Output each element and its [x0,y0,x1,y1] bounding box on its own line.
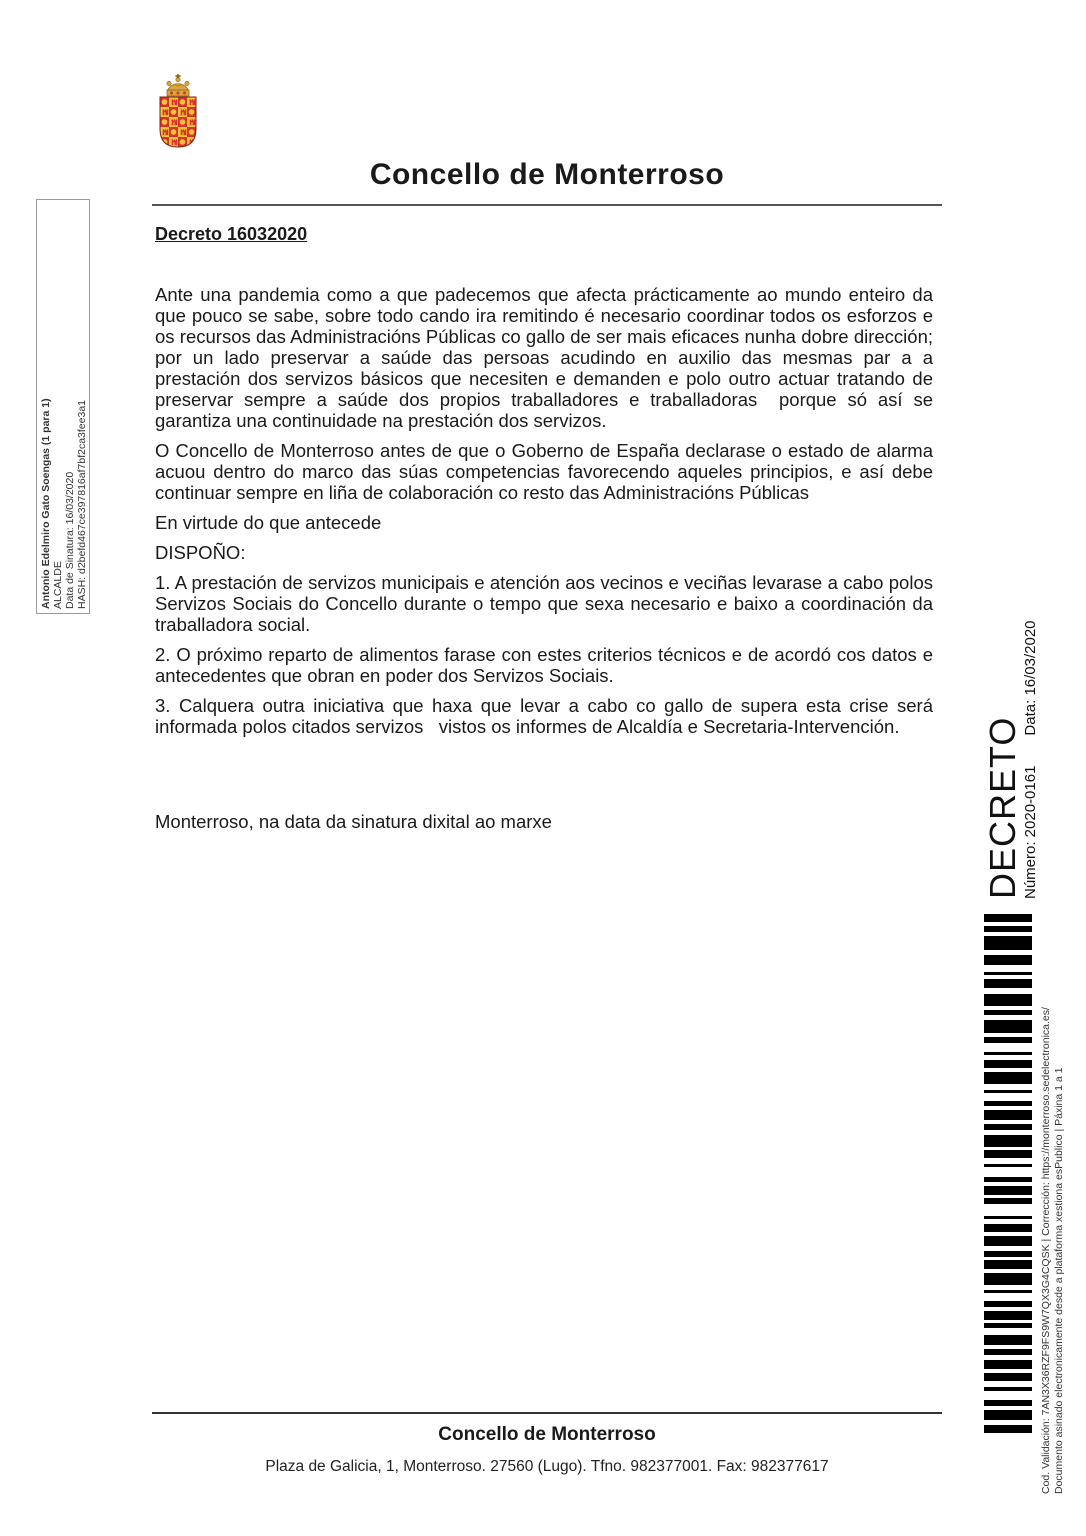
page-title: Concello de Monterroso [369,158,725,191]
paragraph-item-2: 2. O próximo reparto de alimentos farase con estes criterios técnicos e de acordó cos datos e antecedentes que obran en poder dos Servizos Sociais. [155,644,939,686]
validation-code-line: Cod. Validación: 7AN3X36RZF9FS9W7QX3G4CQSK | Corrección: https://monterroso.sedelectronica.es/ [1040,1007,1052,1494]
document-side-label [984,597,1040,899]
decree-title: Decreto 16032020 [155,224,308,244]
document-type-label: DECRETO [982,716,1023,899]
paragraph-item-1: 1. A prestación de servizos municipais e atención aos vecinos e veciñas levarase a cabo polos Servizos Sociais do Concello durante o tempo que sexa necesario e baixo a coordinación da traballadora social. [155,572,939,635]
header-divider [152,204,942,206]
signer-name: Antonio Edelmiro Gato Soengas (1 para 1) [40,398,52,609]
paragraph-dispono: DISPOÑO: [155,542,246,563]
barcode [984,914,1032,1480]
signature-place-line: Monterroso, na data da sinatura dixital ao marxe [155,811,552,832]
validation-text [1040,982,1068,1494]
decree-body [155,284,939,841]
footer-org-title: Concello de Monterroso [438,1424,656,1445]
digital-signature-box [36,199,90,614]
signature-hash: HASH: d2befd467ce397816af7bf2ca3fee3a1 [76,399,88,609]
digital-signature-text [40,206,88,609]
paragraph-intro: Ante una pandemia como a que padecemos que afecta prácticamente ao mundo enteiro da que pouco se sabe, sobre todo cando ira remitindo é necesario coordinar todos os esforzos e os recursos das Administracións Públicas co gallo de ser mais eficaces nunha dobre dirección; por un lado preservar a saúde das persoas acudindo en auxilio das mesmas par a a prestación dos servizos básicos que necesiten e demanden e polo outro actuar tratando de preservar sempre a saúde dos propios traballadores e traballadoras porque só así se garantiza una continuidade na prestación dos servizos. [155,284,939,431]
document-number: Número: 2020-0161 [1022,765,1039,899]
document-meta-line [1022,597,1039,899]
paragraph-context: O Concello de Monterroso antes de que o Goberno de España declarase o estado de alarma acuou dentro do marco das súas competencias favorecendo aqueles principios, e así debe continuar sempre en liña de colaboración co resto das Administracións Públicas [155,440,939,503]
paragraph-virtue: En virtude do que antecede [155,512,382,533]
validation-platform-line: Documento asinado electronicamente desde a plataforma xestiona esPublico | Páxina 1 a 1 [1053,1067,1065,1494]
footer-address: Plaza de Galicia, 1, Monterroso. 27560 (Lugo). Tfno. 982377001. Fax: 982377617 [265,1458,829,1475]
paragraph-item-3: 3. Calquera outra iniciativa que haxa que levar a cabo co gallo de supera esta crise será informada polos citados servizos vistos os informes de Alcaldía e Secretaria-Intervención. [155,695,939,737]
signer-role: ALCALDE [52,561,64,609]
coat-of-arms-icon [154,74,202,148]
signature-date: Data de Sinatura: 16/03/2020 [64,471,76,609]
footer-divider [152,1412,942,1414]
document-date: Data: 16/03/2020 [1022,620,1039,736]
